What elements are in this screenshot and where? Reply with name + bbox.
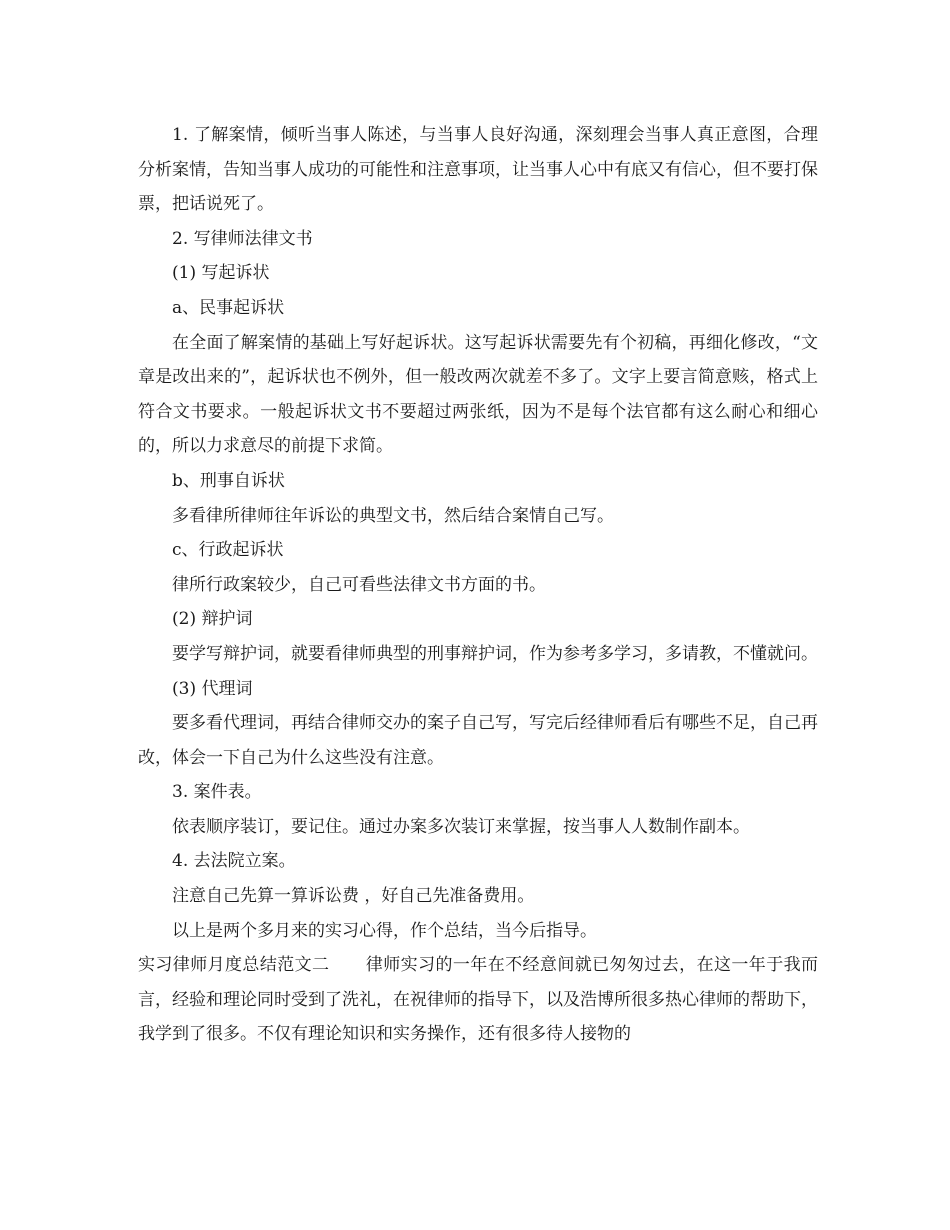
paragraph-9: 律所行政案较少，自己可看些法律文书方面的书。 [172, 574, 546, 595]
paragraph-18: 以上是两个多月来的实习心得，作个总结，当今后指导。 [172, 920, 597, 941]
paragraph-7: 多看律所律师往年诉讼的典型文书，然后结合案情自己写。 [172, 505, 614, 526]
paragraph-14: 3. 案件表。 [172, 782, 262, 803]
paragraph-17: 注意自己先算一算诉讼费 ，好自己先准备费用。 [172, 886, 535, 907]
paragraph-16: 4. 去法院立案。 [172, 851, 296, 872]
paragraph-5: 在全面了解案情的基础上写好起诉状。这写起诉状需要先有个初稿，再细化修改，“文章是改出来的”，起诉状也不例外，但一般改两次就差不多了。文字上要言简意赅，格式上符合文书要求。一般起诉状文书不要超过两张纸，因为不是每个法官都有这么耐心和细心的，所以力求意尽的前提下求简。 [138, 332, 818, 457]
paragraph-1: 1. 了解案情，倾听当事人陈述，与当事人良好沟通，深刻理会当事人真正意图，合理分析案情，告知当事人成功的可能性和注意事项，让当事人心中有底又有信心，但不要打保票，把话说死了。 [138, 125, 818, 215]
paragraph-4: a、民事起诉状 [172, 297, 285, 318]
paragraph-11: 要学写辩护词，就要看律师典型的刑事辩护词，作为参考多学习，多请教，不懂就问。 [172, 643, 818, 664]
paragraph-2: 2. 写律师法律文书 [172, 228, 313, 249]
paragraph-13: 要多看代理词，再结合律师交办的案子自己写，写完后经律师看后有哪些不足，自己再改，体会一下自己为什么这些没有注意。 [138, 713, 818, 768]
paragraph-6: b、刑事自诉状 [172, 470, 285, 491]
paragraph-3: (1) 写起诉状 [172, 263, 270, 284]
paragraph-12: (3) 代理词 [172, 678, 253, 699]
section-heading: 实习律师月度总结范文二 [138, 955, 330, 976]
section-paragraph [138, 948, 818, 1052]
paragraph-10: (2) 辩护词 [172, 609, 253, 630]
document-body [138, 118, 818, 1052]
section-body: 律师实习的一年在不经意间就已匆匆过去，在这一年于我而言，经验和理论同时受到了洗礼，在祝律师的指导下，以及浩博所很多热心律师的帮助下，我学到了很多。不仅有理论知识和实务操作，还有很多待人接物的 [138, 955, 819, 1045]
paragraph-8: c、行政起诉状 [172, 540, 284, 561]
paragraph-15: 依表顺序装订，要记住。通过办案多次装订来掌握，按当事人人数制作副本。 [172, 816, 750, 837]
